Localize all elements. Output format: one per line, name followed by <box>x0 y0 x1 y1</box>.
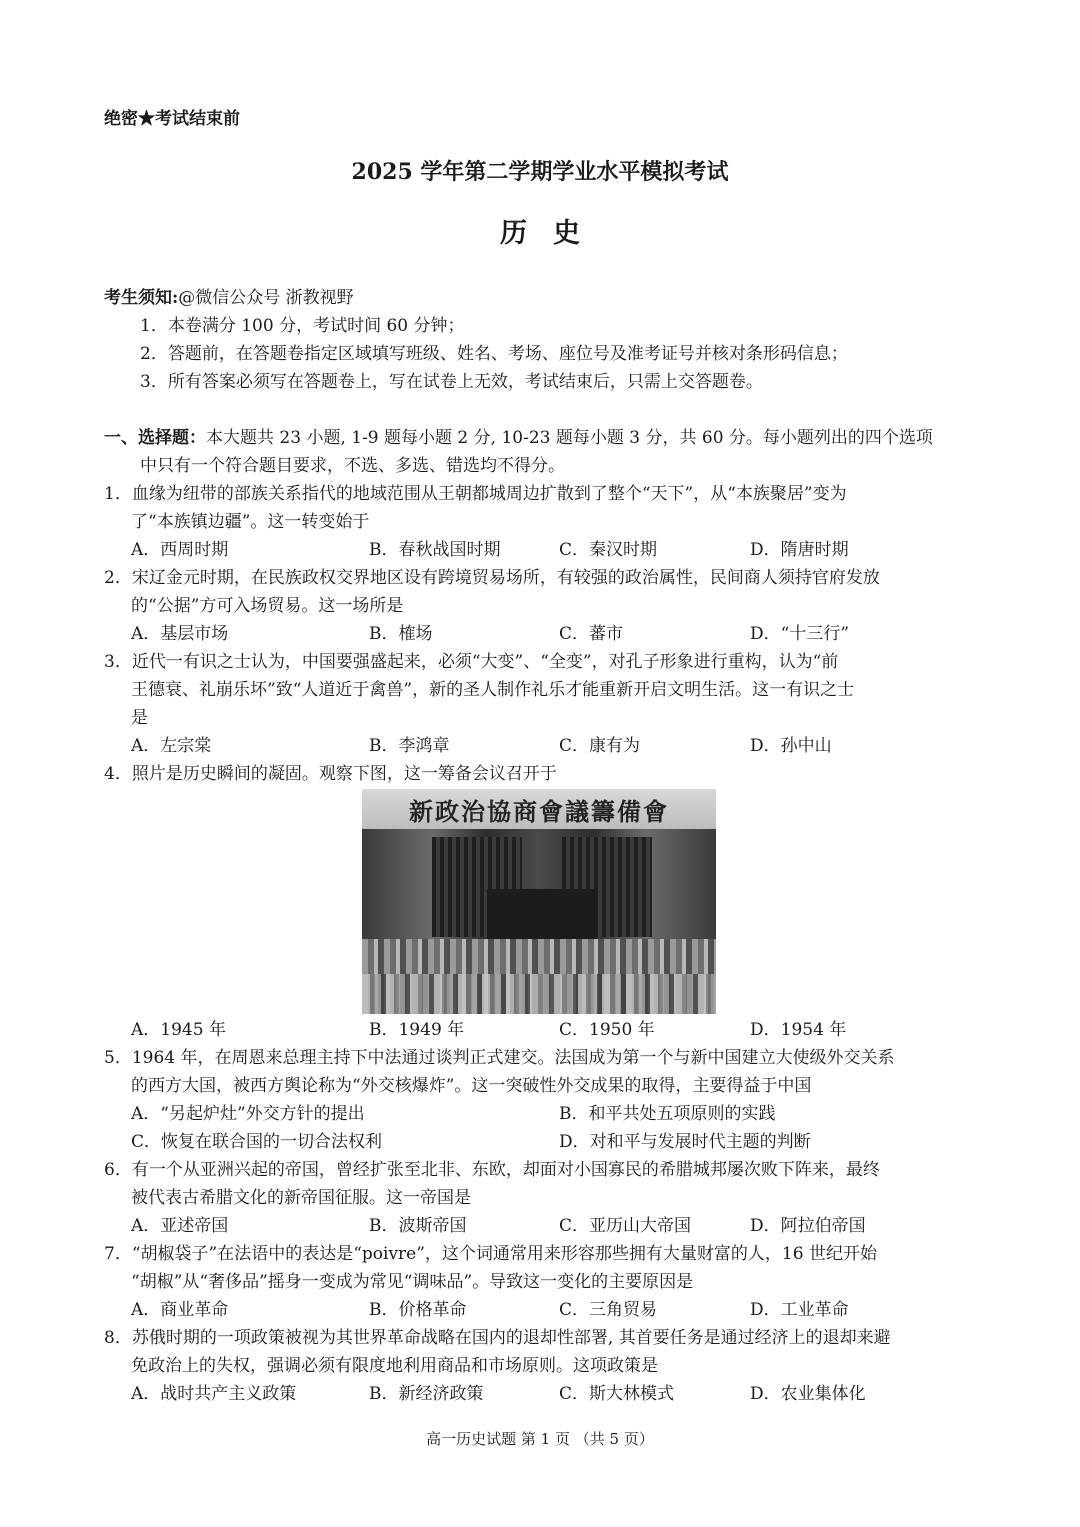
notice-heading <box>104 284 354 312</box>
subject-title: 历史 <box>500 218 606 249</box>
page-footer: 高一历史试题 第 1 页 （共 5 页） <box>426 1430 654 1448</box>
question-4-option-d: D．1954 年 <box>750 1020 847 1040</box>
question-6-option-c: C．亚历山大帝国 <box>559 1216 692 1236</box>
question-6-option-a: A．亚述帝国 <box>131 1216 229 1236</box>
question-7-option-d: D．工业革命 <box>750 1300 849 1320</box>
question-3-option-a: A．左宗棠 <box>131 736 212 756</box>
question-3-line-3: 是 <box>131 708 148 728</box>
question-3-line-2: 王德衰、礼崩乐坏”致“人道近于禽兽”，新的圣人制作礼乐才能重新开启文明生活。这一有识之士 <box>131 680 855 700</box>
question-8-option-b: B．新经济政策 <box>369 1384 484 1404</box>
question-5-option-d: D．对和平与发展时代主题的判断 <box>559 1132 811 1152</box>
question-7-option-c: C．三角贸易 <box>559 1300 658 1320</box>
question-3-line-1: 3．近代一有识之士认为，中国要强盛起来，必须“大变”、“全变”，对孔子形象进行重构，认为“前 <box>104 652 839 672</box>
section-heading <box>104 424 933 452</box>
confidential-mark: 绝密★考试结束前 <box>104 109 240 129</box>
question-5-line-1: 5．1964 年，在周恩来总理主持下中法通过谈判正式建交。法国成为第一个与新中国建立大使级外交关系 <box>104 1048 895 1068</box>
question-8-option-a: A．战时共产主义政策 <box>131 1384 297 1404</box>
notice-item-2: 2．答题前，在答题卷指定区域填写班级、姓名、考场、座位号及准考证号并核对条形码信息； <box>140 344 848 364</box>
question-4-option-c: C．1950 年 <box>559 1020 655 1040</box>
question-6-line-2: 被代表古希腊文化的新帝国征服。这一帝国是 <box>131 1188 471 1208</box>
question-7-line-1: 7．“胡椒袋子”在法语中的表达是“poivre”，这个词通常用来形容那些拥有大量财富的人，16 世纪开始 <box>104 1244 877 1264</box>
question-2-line-1: 2．宋辽金元时期，在民族政权交界地区设有跨境贸易场所，有较强的政治属性，民间商人须持官府发放 <box>104 568 880 588</box>
notice-source: @微信公众号 浙教视野 <box>178 288 354 308</box>
question-2-option-b: B．榷场 <box>369 624 433 644</box>
question-1-option-d: D．隋唐时期 <box>750 540 849 560</box>
question-8-option-c: C．斯大林模式 <box>559 1384 675 1404</box>
question-4-option-b: B．1949 年 <box>369 1020 465 1040</box>
section-label: 一、选择题： <box>104 428 206 448</box>
question-1-option-a: A．西周时期 <box>131 540 229 560</box>
conference-photo <box>362 789 716 1014</box>
question-7-line-2: “胡椒”从“奢侈品”摇身一变成为常见“调味品”。导致这一变化的主要原因是 <box>131 1272 694 1292</box>
section-line-1: 本大题共 23 小题, 1-9 题每小题 2 分, 10-23 题每小题 3 分，共 60 分。每小题列出的四个选项 <box>206 428 933 448</box>
question-3-option-c: C．康有为 <box>559 736 641 756</box>
question-4-line-1: 4．照片是历史瞬间的凝固。观察下图，这一筹备会议召开于 <box>104 764 557 784</box>
question-1-line-1: 1．血缘为纽带的部族关系指代的地域范围从王朝都城周边扩散到了整个“天下”，从“本族聚居”变为 <box>104 484 847 504</box>
photo-audience-front <box>362 974 716 1014</box>
question-5-option-b: B．和平共处五项原则的实践 <box>559 1104 776 1124</box>
question-1-line-2: 了“本族镇边疆”。这一转变始于 <box>131 512 370 532</box>
question-2-option-c: C．蕃市 <box>559 624 624 644</box>
question-1-option-b: B．春秋战国时期 <box>369 540 501 560</box>
question-4-option-a: A．1945 年 <box>131 1020 226 1040</box>
question-2-line-2: 的“公据”方可入场贸易。这一场所是 <box>131 596 404 616</box>
notice-item-1: 1．本卷满分 100 分，考试时间 60 分钟； <box>140 316 465 336</box>
notice-label: 考生须知: <box>104 288 179 308</box>
question-5-option-c: C．恢复在联合国的一切合法权利 <box>131 1132 383 1152</box>
photo-podium <box>487 889 597 939</box>
question-6-line-1: 6．有一个从亚洲兴起的帝国，曾经扩张至北非、东欧，却面对小国寡民的希腊城邦屡次败下阵来，最终 <box>104 1160 880 1180</box>
question-3-option-b: B．李鸿章 <box>369 736 450 756</box>
exam-title: 2025 学年第二学期学业水平模拟考试 <box>351 159 729 185</box>
question-7-option-b: B．价格革命 <box>369 1300 467 1320</box>
question-7-option-a: A．商业革命 <box>131 1300 229 1320</box>
section-line-2: 中只有一个符合题目要求，不选、多选、错选均不得分。 <box>140 456 565 476</box>
question-1-option-c: C．秦汉时期 <box>559 540 658 560</box>
question-5-line-2: 的西方大国，被西方舆论称为“外交核爆炸”。这一突破性外交成果的取得，主要得益于中国 <box>131 1076 812 1096</box>
question-6-option-d: D．阿拉伯帝国 <box>750 1216 866 1236</box>
question-6-option-b: B．波斯帝国 <box>369 1216 467 1236</box>
notice-item-3: 3．所有答案必须写在答题卷上，写在试卷上无效，考试结束后，只需上交答题卷。 <box>140 372 763 392</box>
question-3-option-d: D．孙中山 <box>750 736 832 756</box>
question-2-option-d: D．“十三行” <box>750 624 850 644</box>
question-8-line-1: 8．苏俄时期的一项政策被视为其世界革命战略在国内的退却性部署, 其首要任务是通过经济上的退却来避 <box>104 1328 891 1348</box>
photo-banner: 新政治協商會議籌備會 <box>362 789 716 829</box>
question-5-option-a: A．“另起炉灶”外交方针的提出 <box>131 1104 365 1124</box>
question-8-option-d: D．农业集体化 <box>750 1384 866 1404</box>
question-8-line-2: 免政治上的失权，强调必须有限度地利用商品和市场原则。这项政策是 <box>131 1356 658 1376</box>
question-2-option-a: A．基层市场 <box>131 624 229 644</box>
